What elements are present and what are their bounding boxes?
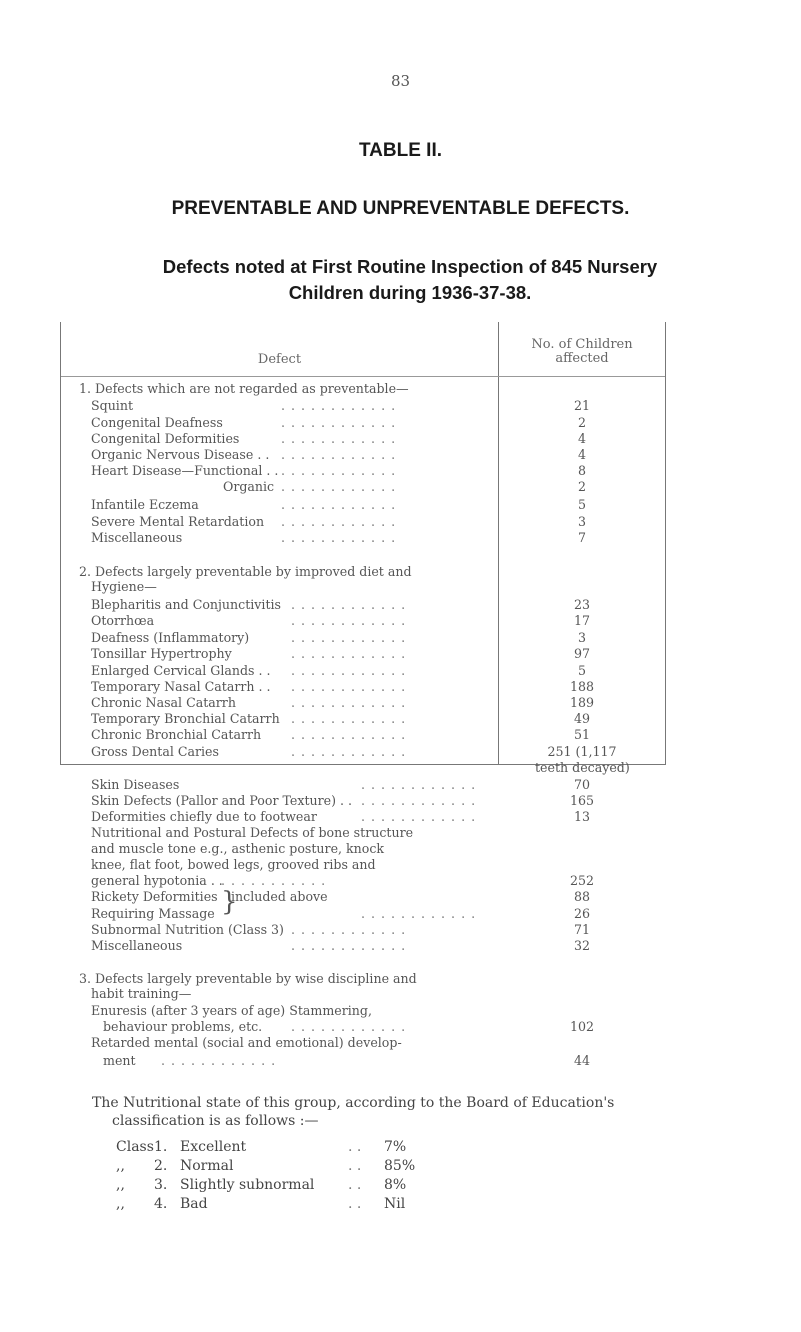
class-prefix: Class — [116, 1139, 154, 1155]
class-prefix: ,, — [116, 1158, 125, 1174]
class-leader: . . — [348, 1158, 362, 1174]
section-2-row-leader: . . . . . . . . . . . . — [361, 794, 477, 807]
class-leader: . . — [348, 1177, 362, 1193]
section-1-row-leader: . . . . . . . . . . . . — [281, 464, 397, 477]
table-caption — [30, 254, 790, 306]
section-1-row — [61, 480, 665, 494]
caption-line-2: Children during 1936-37-38. — [288, 282, 532, 303]
class-label: Normal — [180, 1158, 234, 1174]
section-2-row-leader: . . . . . . . . . . . . — [291, 631, 407, 644]
section-1-row-label: Infantile Eczema — [91, 497, 199, 512]
section-1-row-label: Miscellaneous — [91, 530, 183, 545]
enuresis-row — [61, 1020, 665, 1034]
section-2-row-label: Gross Dental Caries — [91, 744, 219, 759]
section-2-row-leader: . . . . . . . . . . . . — [291, 647, 407, 660]
section-2-row-value: 17 — [573, 613, 591, 628]
section-1-row-leader: . . . . . . . . . . . . — [281, 448, 397, 461]
class-number: 2. — [154, 1158, 168, 1174]
section-2-heading-line-1: 2. Defects largely preventable by improved diet and — [79, 564, 412, 579]
section-2-row-value: 13 — [573, 809, 591, 824]
section-1-row-label: Organic — [223, 479, 275, 494]
section-1-row-leader: . . . . . . . . . . . . — [281, 399, 397, 412]
enuresis-row-leader: . . . . . . . . . . . . — [291, 1020, 407, 1033]
enuresis-line-1: Enuresis (after 3 years of age) Stammering, — [91, 1003, 372, 1018]
retarded-row-value: 44 — [573, 1053, 591, 1068]
class-label: Slightly subnormal — [180, 1177, 315, 1193]
section-2-row-leader: . . . . . . . . . . . . — [291, 745, 407, 758]
section-2-row-leader: . . . . . . . . . . . . — [291, 598, 407, 611]
section-1-row-leader: . . . . . . . . . . . . — [281, 480, 397, 493]
section-2-row — [61, 923, 665, 937]
section-1-row — [61, 399, 665, 413]
section-2-row-leader: . . . . . . . . . . . . — [361, 810, 477, 823]
massage-row-leader: . . . . . . . . . . . . — [361, 907, 477, 920]
section-1-row — [61, 432, 665, 446]
section-2-row-leader: . . . . . . . . . . . . — [291, 614, 407, 627]
section-2-row-label: Deformities chiefly due to footwear — [91, 809, 317, 824]
section-1-row-value: 5 — [577, 497, 586, 512]
section-2-row-leader: . . . . . . . . . . . . — [291, 696, 407, 709]
rickety-value: 88 — [573, 889, 591, 904]
section-2-row-label: Chronic Bronchial Catarrh — [91, 727, 262, 742]
class-number: 3. — [154, 1177, 168, 1193]
section-1-row-label: Congenital Deformities — [91, 431, 240, 446]
section-2-row — [61, 664, 665, 678]
section-1-row-label: Organic Nervous Disease . . — [91, 447, 270, 462]
nutrition-class-row — [116, 1196, 405, 1212]
section-2-row-value: 188 — [569, 679, 595, 694]
section-2-row-leader: . . . . . . . . . . . . — [361, 778, 477, 791]
section-2-row — [61, 745, 665, 759]
section-3-heading-line-2: habit training— — [91, 986, 192, 1001]
section-2-row-label: Miscellaneous — [91, 938, 183, 953]
section-1-row — [61, 416, 665, 430]
massage-row-value: 26 — [573, 906, 591, 921]
section-3-heading-line-1: 3. Defects largely preventable by wise discipline and — [79, 971, 417, 986]
section-2-row-value: 71 — [573, 922, 591, 937]
retarded-row-leader: . . . . . . . . . . . . — [161, 1054, 277, 1067]
class-value: 8% — [384, 1177, 407, 1193]
section-1-row — [61, 448, 665, 462]
section-1-row — [61, 515, 665, 529]
table-subtitle: PREVENTABLE AND UNPREVENTABLE DEFECTS. — [171, 198, 630, 219]
section-2-row-leader: . . . . . . . . . . . . — [291, 728, 407, 741]
class-value: 7% — [384, 1139, 407, 1155]
class-value: Nil — [384, 1196, 406, 1212]
section-2-row-value: 251 (1,117 — [547, 744, 617, 759]
section-2-row-value: 3 — [577, 630, 586, 645]
summary-intro-line-1: The Nutritional state of this group, according to the Board of Education's — [92, 1095, 615, 1111]
caption-line-1: Defects noted at First Routine Inspection of 845 Nursery — [162, 256, 658, 277]
nutritional-row-leader: . . . . . . . . . . . . — [211, 874, 327, 887]
section-2-row-leader: . . . . . . . . . . . . — [291, 664, 407, 677]
massage-row-label: Requiring Massage — [91, 906, 215, 921]
section-2-row — [61, 810, 665, 824]
class-leader: . . — [348, 1196, 362, 1212]
nutrition-class-row — [116, 1139, 406, 1155]
caries-note: teeth decayed) — [535, 760, 630, 775]
section-2-row — [61, 631, 665, 645]
section-2-row-value: 189 — [569, 695, 595, 710]
rickety-row — [61, 890, 665, 904]
section-2-row-value: 5 — [577, 663, 586, 678]
section-2-row-value: 70 — [573, 777, 591, 792]
section-2-row — [61, 712, 665, 726]
class-label: Excellent — [180, 1139, 247, 1155]
rickety-brace-text: included above — [231, 889, 328, 904]
section-2-row — [61, 778, 665, 792]
nutrition-class-row — [116, 1158, 415, 1174]
section-1-row — [61, 498, 665, 512]
nutrition-class-row — [116, 1177, 406, 1193]
section-1-row-value: 2 — [577, 415, 586, 430]
section-2-row-label: Otorrhœa — [91, 613, 155, 628]
class-prefix: ,, — [116, 1177, 125, 1193]
section-2-row — [61, 728, 665, 742]
section-1-row-value: 8 — [577, 463, 586, 478]
section-2-row-value: 23 — [573, 597, 591, 612]
section-2-row-leader: . . . . . . . . . . . . — [291, 923, 407, 936]
section-1-row-label: Congenital Deafness — [91, 415, 223, 430]
column-header-count-line-2: affected — [555, 351, 609, 366]
nutritional-row — [61, 874, 665, 888]
section-2-row-label: Temporary Bronchial Catarrh — [91, 711, 280, 726]
section-1-row-label: Squint — [91, 398, 133, 413]
section-2-row-value: 165 — [569, 793, 595, 808]
section-2-row-value: 32 — [573, 938, 591, 953]
section-2-row-label: Tonsillar Hypertrophy — [91, 646, 232, 661]
section-2-row — [61, 794, 665, 808]
section-2-row — [61, 598, 665, 612]
class-prefix: ,, — [116, 1196, 125, 1212]
nutritional-row-label: general hypotonia . . — [91, 873, 223, 888]
section-2-heading-line-2: Hygiene— — [91, 579, 157, 594]
section-2-row-label: Skin Diseases — [91, 777, 180, 792]
section-1-row-value: 4 — [577, 431, 586, 446]
section-1-row-label: Severe Mental Retardation — [91, 514, 265, 529]
retarded-line-1: Retarded mental (social and emotional) develop- — [91, 1035, 402, 1050]
section-2-row-leader: . . . . . . . . . . . . — [291, 680, 407, 693]
section-2-row-label: Skin Defects (Pallor and Poor Texture) . . — [91, 793, 353, 808]
massage-row — [61, 907, 665, 921]
section-1-row-value: 7 — [577, 530, 586, 545]
section-1-row-value: 4 — [577, 447, 586, 462]
section-1-row-leader: . . . . . . . . . . . . — [281, 531, 397, 544]
section-2-row-leader: . . . . . . . . . . . . — [291, 712, 407, 725]
section-2-row-label: Chronic Nasal Catarrh — [91, 695, 236, 710]
class-number: 4. — [154, 1196, 168, 1212]
section-1-row — [61, 531, 665, 545]
page-number: 83 — [390, 72, 411, 90]
section-2-row-value: 51 — [573, 727, 591, 742]
section-1-row-value: 21 — [573, 398, 591, 413]
section-1-row-leader: . . . . . . . . . . . . — [281, 515, 397, 528]
enuresis-row-value: 102 — [569, 1019, 595, 1034]
nutritional-row-value: 252 — [569, 873, 595, 888]
section-2-row-value: 97 — [573, 646, 591, 661]
section-1-row — [61, 464, 665, 478]
table-title: TABLE II. — [358, 140, 443, 161]
class-label: Bad — [180, 1196, 208, 1212]
section-1-row-value: 3 — [577, 514, 586, 529]
nutritional-line-1: Nutritional and Postural Defects of bone structure — [91, 825, 414, 840]
section-1-row-value: 2 — [577, 479, 586, 494]
section-2-row — [61, 614, 665, 628]
retarded-row-label: ment — [103, 1053, 136, 1068]
class-leader: . . — [348, 1139, 362, 1155]
section-2-row-label: Blepharitis and Conjunctivitis — [91, 597, 281, 612]
section-1-row-leader: . . . . . . . . . . . . — [281, 432, 397, 445]
section-1-row-leader: . . . . . . . . . . . . — [281, 498, 397, 511]
column-header-count-line-1: No. of Children — [531, 337, 633, 352]
section-2-row — [61, 680, 665, 694]
nutrition-summary — [92, 1094, 782, 1130]
nutritional-line-3: knee, flat foot, bowed legs, grooved ribs and — [91, 857, 376, 872]
class-number: 1. — [154, 1139, 168, 1155]
column-header-defect: Defect — [257, 352, 302, 367]
section-1-row-leader: . . . . . . . . . . . . — [281, 416, 397, 429]
retarded-row — [61, 1054, 665, 1068]
section-2-row — [61, 647, 665, 661]
nutritional-line-2: and muscle tone e.g., asthenic posture, knock — [91, 841, 385, 856]
column-header-count — [499, 338, 665, 366]
summary-intro-line-2: classification is as follows :— — [112, 1113, 319, 1129]
defects-table — [60, 322, 666, 1068]
header-rule — [61, 376, 665, 377]
section-2-row — [61, 696, 665, 710]
section-2-row-label: Enlarged Cervical Glands . . — [91, 663, 271, 678]
section-2-row-label: Deafness (Inflammatory) — [91, 630, 250, 645]
class-value: 85% — [384, 1158, 416, 1174]
brace-icon: } — [221, 887, 238, 917]
enuresis-row-label: behaviour problems, etc. — [103, 1019, 263, 1034]
section-2-row — [61, 939, 665, 953]
section-2-row-value: 49 — [573, 711, 591, 726]
rickety-label: Rickety Deformities — [91, 889, 218, 904]
section-1-heading: 1. Defects which are not regarded as preventable— — [79, 381, 409, 396]
section-1-row-label: Heart Disease—Functional . . — [91, 463, 279, 478]
section-2-row-leader: . . . . . . . . . . . . — [291, 939, 407, 952]
section-2-row-label: Temporary Nasal Catarrh . . — [91, 679, 271, 694]
section-2-row-label: Subnormal Nutrition (Class 3) — [91, 922, 284, 937]
